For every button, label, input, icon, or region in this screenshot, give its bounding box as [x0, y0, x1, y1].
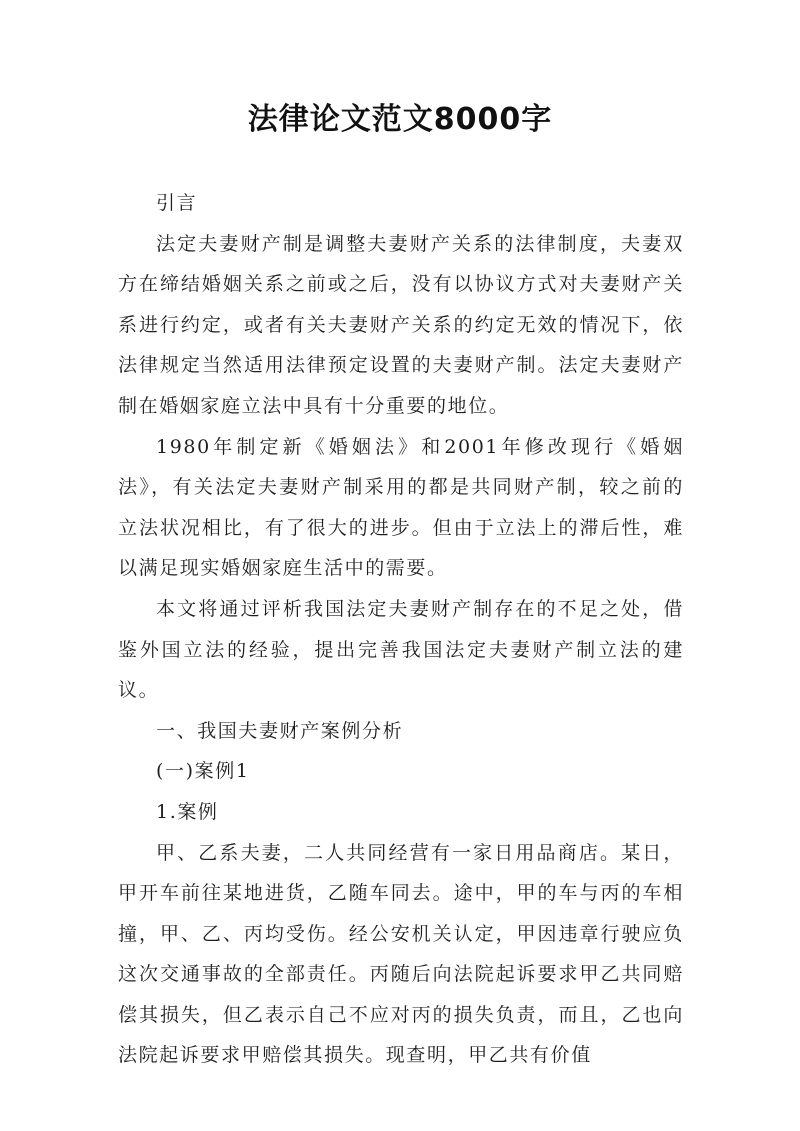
page-title: 法律论文范文8000字: [247, 102, 553, 137]
document-body: [118, 183, 684, 1076]
paragraph-1: 法定夫妻财产制是调整夫妻财产关系的法律制度，夫妻双方在缔结婚姻关系之前或之后，没有以协议方式对夫妻财产关系进行约定，或者有关夫妻财产关系的约定无效的情况下，依法律规定当然适用法律预定设置的夫妻财产制。法定夫妻财产制在婚姻家庭立法中具有十分重要的地位。: [118, 232, 684, 417]
intro-heading: 引言: [156, 192, 198, 214]
subsection-1-heading: (一)案例1: [156, 760, 250, 783]
paragraph-4: 甲、乙系夫妻，二人共同经营有一家日用品商店。某日，甲开车前往某地进货，乙随车同去。途中，甲的车与丙的车相撞，甲、乙、丙均受伤。经公安机关认定，甲因违章行驶应负这次交通事故的全部责任。丙随后向法院起诉要求甲乙共同赔偿其损失，但乙表示自己不应对丙的损失负责，而且，乙也向法院起诉要求甲赔偿其损失。现查明，甲乙共有价值: [118, 841, 684, 1067]
item-1-heading: 1.案例: [156, 800, 219, 823]
section-1-heading: 一、我国夫妻财产案例分析: [156, 719, 404, 742]
paragraph-3: 本文将通过评析我国法定夫妻财产制存在的不足之处，借鉴外国立法的经验，提出完善我国法定夫妻财产制立法的建议。: [118, 597, 684, 702]
paragraph-2: 1980年制定新《婚姻法》和2001年修改现行《婚姻法》，有关法定夫妻财产制采用的都是共同财产制，较之前的立法状况相比，有了很大的进步。但由于立法上的滞后性，难以满足现实婚姻家庭生活中的需要。: [118, 435, 684, 580]
